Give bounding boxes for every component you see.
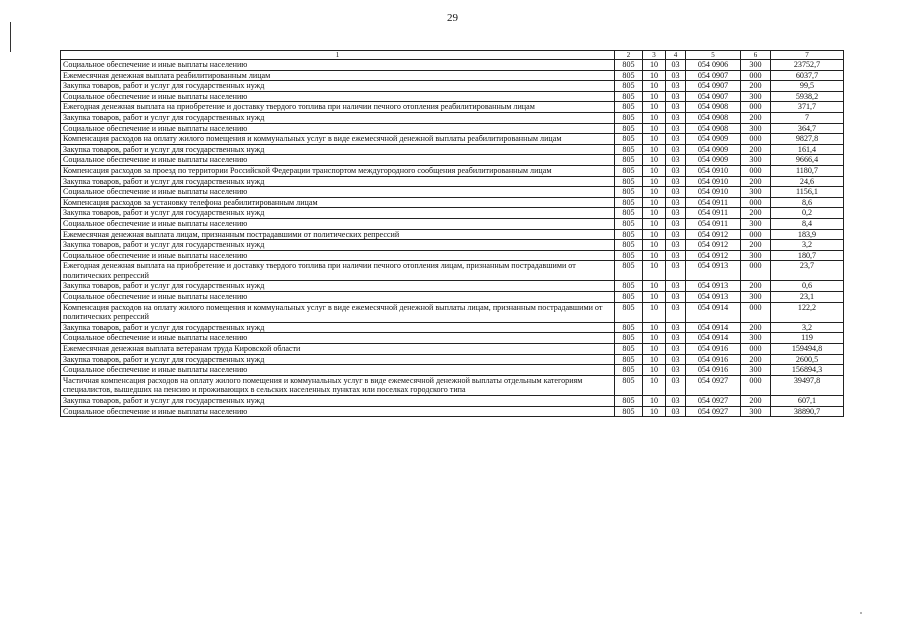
amount: 364,7 bbox=[771, 123, 844, 134]
expense-type-code: 300 bbox=[741, 365, 771, 376]
expense-name: Социальное обеспечение и иные выплаты населению bbox=[61, 187, 615, 198]
section-code: 10 bbox=[643, 123, 666, 134]
expense-name: Социальное обеспечение и иные выплаты населению bbox=[61, 333, 615, 344]
section-code: 10 bbox=[643, 375, 666, 395]
section-code: 10 bbox=[643, 240, 666, 251]
table-row bbox=[61, 322, 844, 333]
subsection-code: 03 bbox=[666, 261, 686, 281]
section-code: 10 bbox=[643, 333, 666, 344]
amount: 371,7 bbox=[771, 102, 844, 113]
ministry-code: 805 bbox=[615, 333, 643, 344]
expense-name: Компенсация расходов на оплату жилого помещения и коммунальных услуг в виде ежемесячной денежной выплаты реабилитированным лицам bbox=[61, 134, 615, 145]
column-header: 6 bbox=[741, 51, 771, 60]
target-item-code: 054 0916 bbox=[686, 365, 741, 376]
table-row bbox=[61, 333, 844, 344]
subsection-code: 03 bbox=[666, 187, 686, 198]
amount: 3,2 bbox=[771, 240, 844, 251]
section-code: 10 bbox=[643, 81, 666, 92]
amount: 183,9 bbox=[771, 229, 844, 240]
ministry-code: 805 bbox=[615, 81, 643, 92]
ministry-code: 805 bbox=[615, 144, 643, 155]
ministry-code: 805 bbox=[615, 60, 643, 71]
target-item-code: 054 0913 bbox=[686, 261, 741, 281]
ministry-code: 805 bbox=[615, 134, 643, 145]
target-item-code: 054 0914 bbox=[686, 302, 741, 322]
column-number-row bbox=[61, 51, 844, 60]
ministry-code: 805 bbox=[615, 112, 643, 123]
amount: 2600,5 bbox=[771, 354, 844, 365]
ministry-code: 805 bbox=[615, 91, 643, 102]
expense-name: Компенсация расходов за проезд по территории Российской Федерации транспортом междугородного сообщения реабилитированным лицам bbox=[61, 165, 615, 176]
target-item-code: 054 0914 bbox=[686, 322, 741, 333]
expense-type-code: 000 bbox=[741, 302, 771, 322]
table-row bbox=[61, 176, 844, 187]
subsection-code: 03 bbox=[666, 281, 686, 292]
ministry-code: 805 bbox=[615, 396, 643, 407]
section-code: 10 bbox=[643, 218, 666, 229]
ministry-code: 805 bbox=[615, 165, 643, 176]
expense-name: Социальное обеспечение и иные выплаты населению bbox=[61, 218, 615, 229]
target-item-code: 054 0911 bbox=[686, 197, 741, 208]
expense-type-code: 000 bbox=[741, 197, 771, 208]
section-code: 10 bbox=[643, 406, 666, 417]
column-header: 7 bbox=[771, 51, 844, 60]
target-item-code: 054 0912 bbox=[686, 229, 741, 240]
column-header: 4 bbox=[666, 51, 686, 60]
subsection-code: 03 bbox=[666, 218, 686, 229]
table-row bbox=[61, 375, 844, 395]
section-code: 10 bbox=[643, 197, 666, 208]
expense-name: Закупка товаров, работ и услуг для государственных нужд bbox=[61, 176, 615, 187]
section-code: 10 bbox=[643, 144, 666, 155]
table-row bbox=[61, 165, 844, 176]
table-row bbox=[61, 250, 844, 261]
expense-type-code: 300 bbox=[741, 91, 771, 102]
expense-type-code: 200 bbox=[741, 81, 771, 92]
table-row bbox=[61, 123, 844, 134]
table-row bbox=[61, 197, 844, 208]
table-row bbox=[61, 344, 844, 355]
column-header: 5 bbox=[686, 51, 741, 60]
subsection-code: 03 bbox=[666, 292, 686, 303]
table-row bbox=[61, 144, 844, 155]
expense-name: Социальное обеспечение и иные выплаты населению bbox=[61, 155, 615, 166]
expense-name: Закупка товаров, работ и услуг для государственных нужд bbox=[61, 208, 615, 219]
amount: 6037,7 bbox=[771, 70, 844, 81]
amount: 39497,8 bbox=[771, 375, 844, 395]
expense-name: Социальное обеспечение и иные выплаты населению bbox=[61, 91, 615, 102]
target-item-code: 054 0910 bbox=[686, 187, 741, 198]
ministry-code: 805 bbox=[615, 292, 643, 303]
table-row bbox=[61, 81, 844, 92]
amount: 23,7 bbox=[771, 261, 844, 281]
expense-type-code: 000 bbox=[741, 70, 771, 81]
ministry-code: 805 bbox=[615, 123, 643, 134]
target-item-code: 054 0912 bbox=[686, 250, 741, 261]
subsection-code: 03 bbox=[666, 365, 686, 376]
expense-name: Ежегодная денежная выплата на приобретение и доставку твердого топлива при наличии печного отопления реабилитированным лицам bbox=[61, 102, 615, 113]
ministry-code: 805 bbox=[615, 240, 643, 251]
expense-type-code: 200 bbox=[741, 396, 771, 407]
expense-type-code: 000 bbox=[741, 375, 771, 395]
expense-name: Закупка товаров, работ и услуг для государственных нужд bbox=[61, 396, 615, 407]
amount: 9827,8 bbox=[771, 134, 844, 145]
section-code: 10 bbox=[643, 134, 666, 145]
section-code: 10 bbox=[643, 60, 666, 71]
target-item-code: 054 0927 bbox=[686, 396, 741, 407]
section-code: 10 bbox=[643, 292, 666, 303]
expense-name: Закупка товаров, работ и услуг для государственных нужд bbox=[61, 354, 615, 365]
subsection-code: 03 bbox=[666, 123, 686, 134]
ministry-code: 805 bbox=[615, 250, 643, 261]
ministry-code: 805 bbox=[615, 70, 643, 81]
table-row bbox=[61, 354, 844, 365]
ministry-code: 805 bbox=[615, 261, 643, 281]
subsection-code: 03 bbox=[666, 375, 686, 395]
subsection-code: 03 bbox=[666, 250, 686, 261]
subsection-code: 03 bbox=[666, 240, 686, 251]
table-body bbox=[61, 60, 844, 417]
expense-name: Ежемесячная денежная выплата лицам, признанным пострадавшими от политических репрессий bbox=[61, 229, 615, 240]
amount: 607,1 bbox=[771, 396, 844, 407]
subsection-code: 03 bbox=[666, 155, 686, 166]
table-row bbox=[61, 112, 844, 123]
target-item-code: 054 0913 bbox=[686, 281, 741, 292]
table-row bbox=[61, 240, 844, 251]
table-row bbox=[61, 365, 844, 376]
subsection-code: 03 bbox=[666, 406, 686, 417]
column-header: 2 bbox=[615, 51, 643, 60]
expense-type-code: 300 bbox=[741, 218, 771, 229]
table-row bbox=[61, 91, 844, 102]
expense-type-code: 300 bbox=[741, 292, 771, 303]
section-code: 10 bbox=[643, 344, 666, 355]
ministry-code: 805 bbox=[615, 102, 643, 113]
subsection-code: 03 bbox=[666, 81, 686, 92]
table-row bbox=[61, 60, 844, 71]
target-item-code: 054 0916 bbox=[686, 344, 741, 355]
subsection-code: 03 bbox=[666, 396, 686, 407]
amount: 159494,8 bbox=[771, 344, 844, 355]
section-code: 10 bbox=[643, 302, 666, 322]
subsection-code: 03 bbox=[666, 112, 686, 123]
expense-name: Ежемесячная денежная выплата реабилитированным лицам bbox=[61, 70, 615, 81]
amount: 122,2 bbox=[771, 302, 844, 322]
expense-name: Закупка товаров, работ и услуг для государственных нужд bbox=[61, 144, 615, 155]
target-item-code: 054 0912 bbox=[686, 240, 741, 251]
amount: 5938,2 bbox=[771, 91, 844, 102]
table-row bbox=[61, 187, 844, 198]
amount: 1180,7 bbox=[771, 165, 844, 176]
target-item-code: 054 0908 bbox=[686, 123, 741, 134]
section-code: 10 bbox=[643, 70, 666, 81]
ministry-code: 805 bbox=[615, 406, 643, 417]
expense-name: Социальное обеспечение и иные выплаты населению bbox=[61, 60, 615, 71]
expense-name: Закупка товаров, работ и услуг для государственных нужд bbox=[61, 240, 615, 251]
target-item-code: 054 0927 bbox=[686, 406, 741, 417]
expense-type-code: 000 bbox=[741, 261, 771, 281]
section-code: 10 bbox=[643, 261, 666, 281]
target-item-code: 054 0907 bbox=[686, 91, 741, 102]
expense-type-code: 300 bbox=[741, 333, 771, 344]
table-row bbox=[61, 281, 844, 292]
scan-dot bbox=[860, 612, 862, 614]
target-item-code: 054 0907 bbox=[686, 81, 741, 92]
expense-name: Компенсация расходов за установку телефона реабилитированным лицам bbox=[61, 197, 615, 208]
section-code: 10 bbox=[643, 102, 666, 113]
ministry-code: 805 bbox=[615, 354, 643, 365]
expense-name: Социальное обеспечение и иные выплаты населению bbox=[61, 123, 615, 134]
ministry-code: 805 bbox=[615, 187, 643, 198]
expense-type-code: 000 bbox=[741, 134, 771, 145]
section-code: 10 bbox=[643, 365, 666, 376]
section-code: 10 bbox=[643, 396, 666, 407]
expense-name: Социальное обеспечение и иные выплаты населению bbox=[61, 292, 615, 303]
expense-name: Компенсация расходов на оплату жилого помещения и коммунальных услуг в виде ежемесячной денежной выплаты лицам, признанным пострадавшими от политических репрессий bbox=[61, 302, 615, 322]
section-code: 10 bbox=[643, 250, 666, 261]
expense-type-code: 000 bbox=[741, 102, 771, 113]
target-item-code: 054 0907 bbox=[686, 70, 741, 81]
subsection-code: 03 bbox=[666, 102, 686, 113]
section-code: 10 bbox=[643, 176, 666, 187]
subsection-code: 03 bbox=[666, 229, 686, 240]
amount: 8,6 bbox=[771, 197, 844, 208]
table-row bbox=[61, 155, 844, 166]
margin-mark bbox=[10, 22, 11, 52]
subsection-code: 03 bbox=[666, 91, 686, 102]
table-row bbox=[61, 292, 844, 303]
amount: 161,4 bbox=[771, 144, 844, 155]
ministry-code: 805 bbox=[615, 155, 643, 166]
subsection-code: 03 bbox=[666, 60, 686, 71]
amount: 24,6 bbox=[771, 176, 844, 187]
expense-name: Закупка товаров, работ и услуг для государственных нужд bbox=[61, 112, 615, 123]
expense-type-code: 200 bbox=[741, 144, 771, 155]
amount: 1156,1 bbox=[771, 187, 844, 198]
amount: 3,2 bbox=[771, 322, 844, 333]
ministry-code: 805 bbox=[615, 281, 643, 292]
amount: 119 bbox=[771, 333, 844, 344]
table-row bbox=[61, 70, 844, 81]
section-code: 10 bbox=[643, 187, 666, 198]
subsection-code: 03 bbox=[666, 208, 686, 219]
table-row bbox=[61, 134, 844, 145]
expense-type-code: 300 bbox=[741, 60, 771, 71]
expense-type-code: 200 bbox=[741, 322, 771, 333]
subsection-code: 03 bbox=[666, 354, 686, 365]
expense-type-code: 000 bbox=[741, 229, 771, 240]
column-header: 1 bbox=[61, 51, 615, 60]
ministry-code: 805 bbox=[615, 229, 643, 240]
expense-name: Социальное обеспечение и иные выплаты населению bbox=[61, 250, 615, 261]
subsection-code: 03 bbox=[666, 197, 686, 208]
target-item-code: 054 0910 bbox=[686, 165, 741, 176]
ministry-code: 805 bbox=[615, 302, 643, 322]
ministry-code: 805 bbox=[615, 344, 643, 355]
expense-name: Закупка товаров, работ и услуг для государственных нужд bbox=[61, 322, 615, 333]
expense-type-code: 300 bbox=[741, 406, 771, 417]
expense-type-code: 300 bbox=[741, 155, 771, 166]
ministry-code: 805 bbox=[615, 375, 643, 395]
page-number: 29 bbox=[447, 12, 458, 24]
expense-type-code: 200 bbox=[741, 112, 771, 123]
target-item-code: 054 0914 bbox=[686, 333, 741, 344]
expense-name: Закупка товаров, работ и услуг для государственных нужд bbox=[61, 281, 615, 292]
expense-name: Ежегодная денежная выплата на приобретение и доставку твердого топлива при наличии печного отопления лицам, признанным пострадавшими от политических репрессий bbox=[61, 261, 615, 281]
table-row bbox=[61, 102, 844, 113]
target-item-code: 054 0916 bbox=[686, 354, 741, 365]
expense-type-code: 300 bbox=[741, 187, 771, 198]
amount: 23752,7 bbox=[771, 60, 844, 71]
target-item-code: 054 0908 bbox=[686, 102, 741, 113]
expense-type-code: 200 bbox=[741, 281, 771, 292]
expense-name: Социальное обеспечение и иные выплаты населению bbox=[61, 365, 615, 376]
table-row bbox=[61, 229, 844, 240]
amount: 8,4 bbox=[771, 218, 844, 229]
section-code: 10 bbox=[643, 91, 666, 102]
amount: 180,7 bbox=[771, 250, 844, 261]
subsection-code: 03 bbox=[666, 302, 686, 322]
section-code: 10 bbox=[643, 354, 666, 365]
section-code: 10 bbox=[643, 165, 666, 176]
expense-name: Закупка товаров, работ и услуг для государственных нужд bbox=[61, 81, 615, 92]
table-row bbox=[61, 208, 844, 219]
target-item-code: 054 0913 bbox=[686, 292, 741, 303]
section-code: 10 bbox=[643, 229, 666, 240]
column-header: 3 bbox=[643, 51, 666, 60]
target-item-code: 054 0909 bbox=[686, 134, 741, 145]
expense-name: Частичная компенсация расходов на оплату жилого помещения и коммунальных услуг в виде ежемесячной денежной выплаты отдельным категориям специалистов, вышедших на пенсию и проживающих в сельских населенных пунктах или поселках городского типа bbox=[61, 375, 615, 395]
subsection-code: 03 bbox=[666, 144, 686, 155]
target-item-code: 054 0909 bbox=[686, 155, 741, 166]
ministry-code: 805 bbox=[615, 322, 643, 333]
section-code: 10 bbox=[643, 155, 666, 166]
table-row bbox=[61, 406, 844, 417]
amount: 38890,7 bbox=[771, 406, 844, 417]
subsection-code: 03 bbox=[666, 344, 686, 355]
expense-name: Ежемесячная денежная выплата ветеранам труда Кировской области bbox=[61, 344, 615, 355]
target-item-code: 054 0911 bbox=[686, 218, 741, 229]
subsection-code: 03 bbox=[666, 333, 686, 344]
amount: 99,5 bbox=[771, 81, 844, 92]
amount: 7 bbox=[771, 112, 844, 123]
section-code: 10 bbox=[643, 322, 666, 333]
ministry-code: 805 bbox=[615, 176, 643, 187]
expense-type-code: 300 bbox=[741, 123, 771, 134]
expense-name: Социальное обеспечение и иные выплаты населению bbox=[61, 406, 615, 417]
table-row bbox=[61, 261, 844, 281]
target-item-code: 054 0906 bbox=[686, 60, 741, 71]
amount: 9666,4 bbox=[771, 155, 844, 166]
subsection-code: 03 bbox=[666, 134, 686, 145]
ministry-code: 805 bbox=[615, 365, 643, 376]
ministry-code: 805 bbox=[615, 208, 643, 219]
amount: 156894,3 bbox=[771, 365, 844, 376]
table-row bbox=[61, 218, 844, 229]
subsection-code: 03 bbox=[666, 176, 686, 187]
section-code: 10 bbox=[643, 208, 666, 219]
expense-type-code: 200 bbox=[741, 240, 771, 251]
amount: 0,6 bbox=[771, 281, 844, 292]
table-row bbox=[61, 396, 844, 407]
expense-type-code: 000 bbox=[741, 165, 771, 176]
target-item-code: 054 0910 bbox=[686, 176, 741, 187]
expense-type-code: 300 bbox=[741, 250, 771, 261]
table-row bbox=[61, 302, 844, 322]
budget-table bbox=[60, 50, 844, 417]
expense-type-code: 000 bbox=[741, 344, 771, 355]
target-item-code: 054 0909 bbox=[686, 144, 741, 155]
target-item-code: 054 0927 bbox=[686, 375, 741, 395]
subsection-code: 03 bbox=[666, 165, 686, 176]
subsection-code: 03 bbox=[666, 322, 686, 333]
section-code: 10 bbox=[643, 112, 666, 123]
ministry-code: 805 bbox=[615, 197, 643, 208]
subsection-code: 03 bbox=[666, 70, 686, 81]
target-item-code: 054 0908 bbox=[686, 112, 741, 123]
expense-type-code: 200 bbox=[741, 354, 771, 365]
amount: 23,1 bbox=[771, 292, 844, 303]
section-code: 10 bbox=[643, 281, 666, 292]
expense-type-code: 200 bbox=[741, 208, 771, 219]
expense-type-code: 200 bbox=[741, 176, 771, 187]
ministry-code: 805 bbox=[615, 218, 643, 229]
target-item-code: 054 0911 bbox=[686, 208, 741, 219]
amount: 0,2 bbox=[771, 208, 844, 219]
